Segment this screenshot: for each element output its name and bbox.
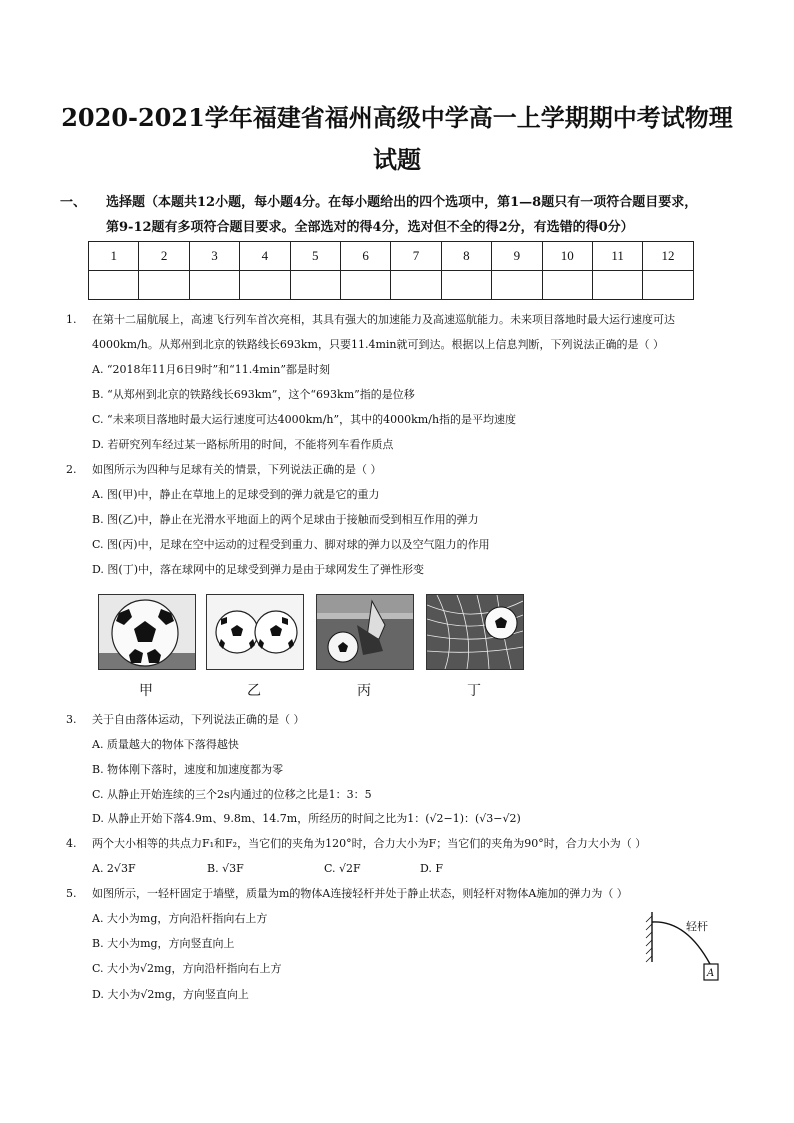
answer-col-header: 6 xyxy=(340,242,390,271)
page-title: 2020-2021学年福建省福州高级中学高一上学期期中考试物理 xyxy=(61,103,733,132)
question-stem-line: 如图所示，一轻杆固定于墙壁，质量为m的物体A连接轻杆并处于静止状态，则轻杆对物体A施加的弹力为（ ） xyxy=(92,887,628,900)
question-stem-line: 如图所示为四种与足球有关的情景，下列说法正确的是（ ） xyxy=(92,463,382,476)
question-number: 3. xyxy=(66,713,77,726)
section-number: 一、 xyxy=(60,195,87,210)
question-number: 5. xyxy=(66,887,77,900)
option-a: A. 大小为mg，方向沿杆指向右上方 xyxy=(92,912,268,925)
question-stem-line: 4000km/h。从郑州到北京的铁路线长693km，只要11.4min就可到达。根据以上信息判断，下列说法正确的是（ ） xyxy=(92,338,664,351)
answer-col-header: 11 xyxy=(592,242,642,271)
answer-col-header: 2 xyxy=(139,242,189,271)
answer-table-blank-row xyxy=(89,271,694,300)
question-number: 1. xyxy=(66,313,77,326)
two-footballs-photo xyxy=(206,594,304,670)
question-stem-line: 关于自由落体运动，下列说法正确的是（ ） xyxy=(92,713,305,726)
question-number: 2. xyxy=(66,463,77,476)
answer-cell[interactable] xyxy=(139,271,189,300)
answer-col-header: 3 xyxy=(189,242,239,271)
answer-cell[interactable] xyxy=(542,271,592,300)
answer-cell[interactable] xyxy=(391,271,441,300)
answer-cell[interactable] xyxy=(89,271,139,300)
answer-cell[interactable] xyxy=(592,271,642,300)
kicking-football-photo xyxy=(316,594,414,670)
section-instructions-line1: 选择题（本题共12小题，每小题4分。在每小题给出的四个选项中，第1—8题只有一项符合题目要求， xyxy=(106,195,698,210)
answer-col-header: 5 xyxy=(290,242,340,271)
option-c: C. √2F xyxy=(324,862,361,875)
rod-label: 轻杆 xyxy=(686,920,708,933)
option-a: A. 2√3F xyxy=(92,862,136,875)
option-c: C. 大小为√2mg，方向沿杆指向右上方 xyxy=(92,962,282,975)
option-b: B. “从郑州到北京的铁路线长693km”，这个“693km”指的是位移 xyxy=(92,388,415,401)
mass-label: A xyxy=(707,968,715,979)
answer-cell[interactable] xyxy=(240,271,290,300)
figure-caption-ding: 丁 xyxy=(467,683,481,699)
answer-col-header: 1 xyxy=(89,242,139,271)
answer-col-header: 4 xyxy=(240,242,290,271)
option-d: D. 图(丁)中，落在球网中的足球受到弹力是由于球网发生了弹性形变 xyxy=(92,563,425,576)
option-a: A. 图(甲)中，静止在草地上的足球受到的弹力就是它的重力 xyxy=(92,488,380,501)
answer-col-header: 7 xyxy=(391,242,441,271)
wall-rod-figure xyxy=(640,906,732,992)
answer-table xyxy=(88,241,694,300)
answer-cell[interactable] xyxy=(189,271,239,300)
option-d: D. 大小为√2mg，方向竖直向上 xyxy=(92,988,249,1001)
option-b: B. √3F xyxy=(207,862,244,875)
option-d: D. 从静止开始下落4.9m、9.8m、14.7m，所经历的时间之比为1：(√2−1)：(√3−√2) xyxy=(92,812,521,825)
option-c: C. “未来项目落地时最大运行速度可达4000km/h”，其中的4000km/h指的是平均速度 xyxy=(92,413,517,426)
answer-col-header: 12 xyxy=(643,242,693,271)
answer-cell[interactable] xyxy=(340,271,390,300)
figure-caption-yi: 乙 xyxy=(247,683,261,699)
answer-col-header: 9 xyxy=(492,242,542,271)
answer-col-header: 8 xyxy=(441,242,491,271)
answer-cell[interactable] xyxy=(290,271,340,300)
option-d: D. 若研究列车经过某一路标所用的时间，不能将列车看作质点 xyxy=(92,438,394,451)
question-number: 4. xyxy=(66,837,77,850)
option-a: A. 质量越大的物体下落得越快 xyxy=(92,738,239,751)
option-c: C. 图(丙)中，足球在空中运动的过程受到重力、脚对球的弹力以及空气阻力的作用 xyxy=(92,538,490,551)
football-in-net-photo xyxy=(426,594,524,670)
option-b: B. 图(乙)中，静止在光滑水平地面上的两个足球由于接触而受到相互作用的弹力 xyxy=(92,513,479,526)
option-b: B. 大小为mg，方向竖直向上 xyxy=(92,937,235,950)
answer-table-header-row xyxy=(89,242,694,271)
football-grass-photo xyxy=(98,594,196,670)
option-a: A. “2018年11月6日9时”和“11.4min”都是时刻 xyxy=(92,363,330,376)
option-c: C. 从静止开始连续的三个2s内通过的位移之比是1：3：5 xyxy=(92,788,372,801)
answer-cell[interactable] xyxy=(643,271,693,300)
answer-cell[interactable] xyxy=(441,271,491,300)
question-stem-line: 在第十二届航展上，高速飞行列车首次亮相，其具有强大的加速能力及高速巡航能力。未来项目落地时最大运行速度可达 xyxy=(92,313,675,326)
option-d: D. F xyxy=(420,862,444,875)
section-instructions-line2: 第9-12题有多项符合题目要求。全部选对的得4分，选对但不全的得2分，有选错的得0分） xyxy=(106,220,634,235)
figure-caption-bing: 丙 xyxy=(357,683,371,699)
question-stem-line: 两个大小相等的共点力F₁和F₂，当它们的夹角为120°时，合力大小为F；当它们的夹角为90°时，合力大小为（ ） xyxy=(92,837,647,850)
page-title-line2: 试题 xyxy=(373,145,421,174)
figure-caption-jia: 甲 xyxy=(139,683,153,699)
option-b: B. 物体刚下落时，速度和加速度都为零 xyxy=(92,763,284,776)
answer-cell[interactable] xyxy=(492,271,542,300)
answer-col-header: 10 xyxy=(542,242,592,271)
